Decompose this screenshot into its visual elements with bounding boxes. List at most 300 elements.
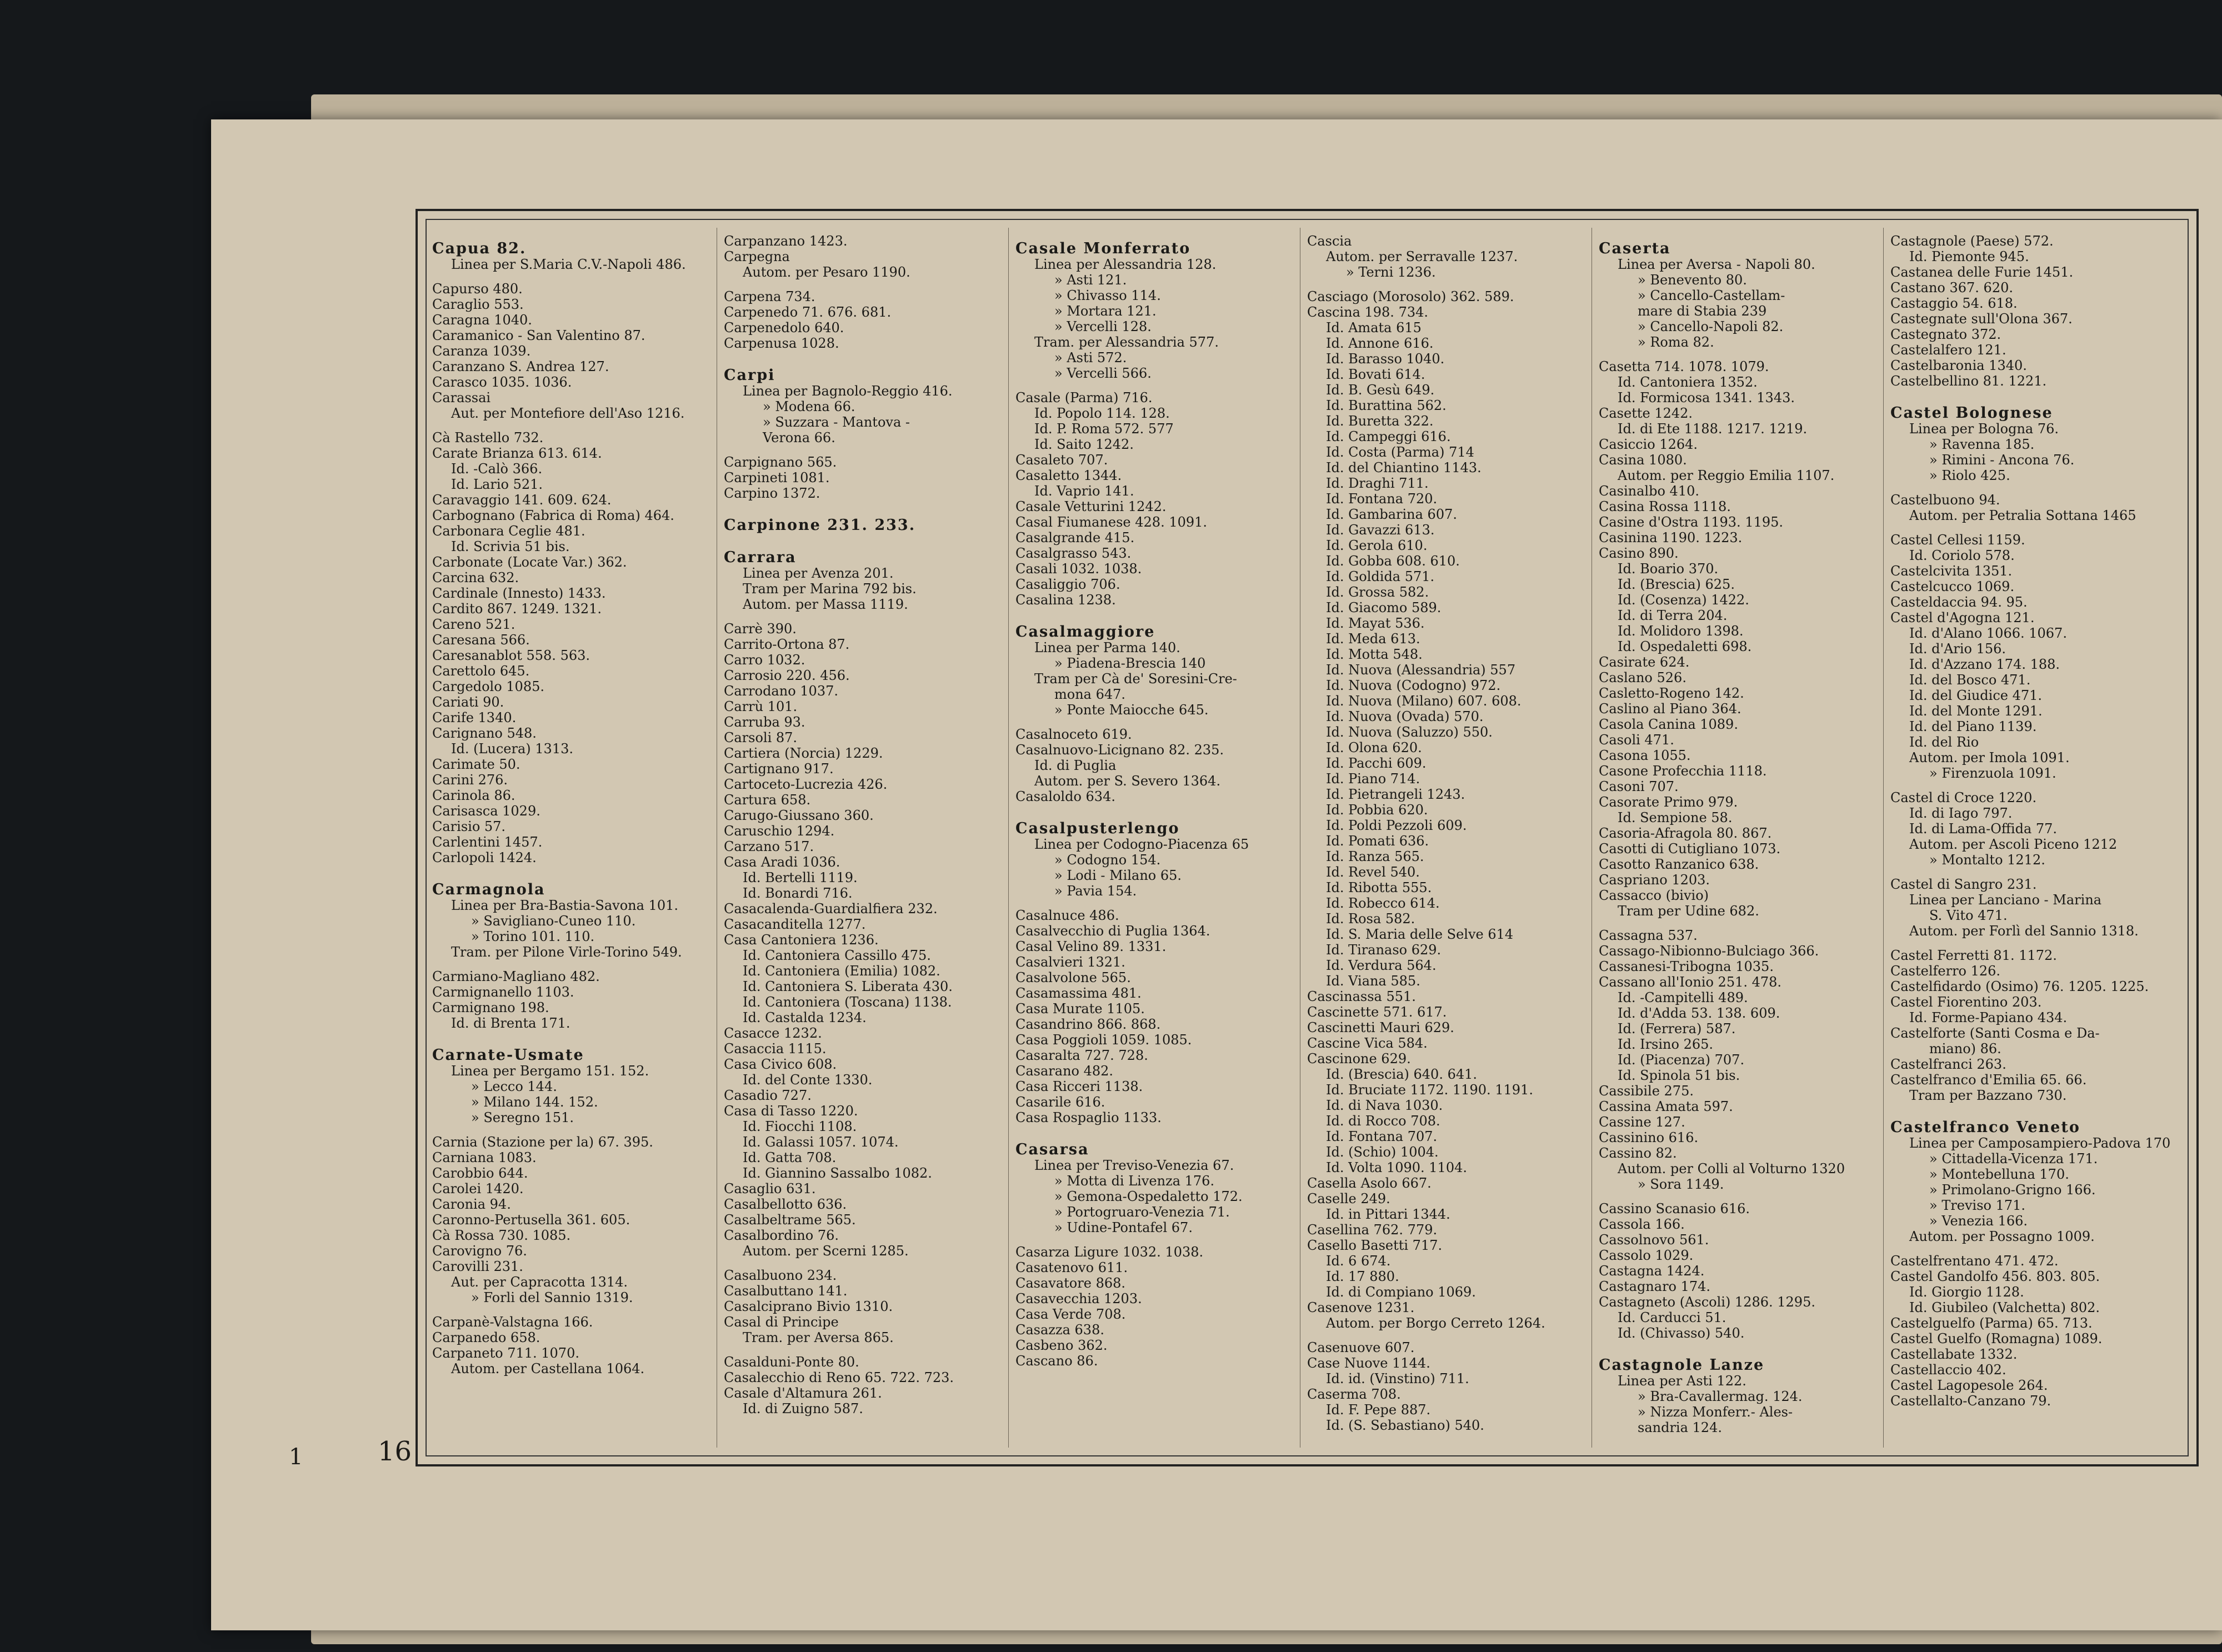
- index-entry: Tram per Cà de' Soresini-Cre-: [1034, 671, 1237, 687]
- index-entry: » Mortara 121.: [1054, 303, 1157, 319]
- index-entry: Cardito 867. 1249. 1321.: [432, 601, 602, 617]
- index-column-4: [1307, 233, 1588, 1439]
- index-entry: Casa Verde 708.: [1015, 1306, 1126, 1322]
- index-entry: Id. -Calò 366.: [451, 461, 543, 477]
- index-entry: Linea per Avenza 201.: [743, 565, 894, 581]
- index-entry: Id. Ranza 565.: [1326, 849, 1424, 864]
- index-entry: » Asti 572.: [1054, 350, 1127, 366]
- index-column-6: [1890, 233, 2171, 1439]
- index-entry: Id. Grossa 582.: [1326, 584, 1429, 600]
- index-spacer: [1599, 919, 1879, 928]
- index-heading: Capua 82.: [432, 241, 527, 257]
- index-entry: Carrodano 1037.: [724, 683, 838, 699]
- index-entry: Carettolo 645.: [432, 663, 530, 679]
- index-entry: Castegnate sull'Olona 367.: [1890, 311, 2073, 327]
- index-entry: Casalbordino 76.: [724, 1228, 839, 1243]
- index-entry: Id. (Schio) 1004.: [1326, 1144, 1439, 1160]
- index-entry: Id. Nuova (Alessandria) 557: [1326, 662, 1516, 678]
- index-entry: Casona 1055.: [1599, 748, 1691, 763]
- index-entry: Carpena 734.: [724, 289, 815, 304]
- index-spacer: [724, 1345, 1004, 1354]
- index-entry: Caramanico - San Valentino 87.: [432, 328, 645, 343]
- index-entry: Casalciprano Bivio 1310.: [724, 1299, 893, 1314]
- index-entry: Casal di Principe: [724, 1314, 839, 1330]
- index-entry: Castel di Sangro 231.: [1890, 877, 2037, 892]
- index-entry: Castaggio 54. 618.: [1890, 296, 2018, 311]
- index-entry: Id. di Compiano 1069.: [1326, 1284, 1476, 1300]
- index-entry: » Benevento 80.: [1638, 272, 1747, 288]
- index-entry: » Roma 82.: [1638, 334, 1714, 350]
- index-entry: Id. Olona 620.: [1326, 740, 1422, 755]
- index-spacer: [724, 351, 1004, 360]
- index-spacer: [1890, 523, 2171, 532]
- index-entry: Id. Cantoniera (Emilia) 1082.: [743, 963, 940, 979]
- index-entry: Castagnole (Paese) 572.: [1890, 233, 2054, 249]
- index-column-1: [432, 233, 713, 1439]
- index-entry: Carassai: [432, 390, 491, 406]
- index-entry: Id. Giorgio 1128.: [1909, 1284, 2024, 1300]
- index-heading: Carpi: [724, 368, 775, 383]
- index-entry: Carinola 86.: [432, 788, 516, 803]
- index-entry: Casette 1242.: [1599, 406, 1693, 421]
- index-entry: Casalnuce 486.: [1015, 908, 1119, 923]
- index-entry: Id. (Brescia) 640. 641.: [1326, 1067, 1478, 1082]
- index-entry: Castelfidardo (Osimo) 76. 1205. 1225.: [1890, 979, 2149, 994]
- index-heading: Casarsa: [1015, 1142, 1089, 1158]
- index-entry: » Terni 1236.: [1346, 264, 1436, 280]
- index-entry: » Milano 144. 152.: [471, 1094, 598, 1110]
- index-entry: Id. Bovati 614.: [1326, 367, 1425, 382]
- index-entry: Id. Meda 613.: [1326, 631, 1420, 647]
- index-entry: Casalbeltrame 565.: [724, 1212, 856, 1228]
- index-spacer: [432, 272, 713, 281]
- index-entry: Carpineti 1081.: [724, 470, 830, 485]
- index-entry: » Piadena-Brescia 140: [1054, 655, 1206, 671]
- index-entry: » Treviso 171.: [1929, 1198, 2026, 1213]
- index-entry: Cassacco (bivio): [1599, 888, 1709, 903]
- index-entry: Id. Cantoniera Cassillo 475.: [743, 948, 931, 963]
- index-entry: » Udine-Pontafel 67.: [1054, 1220, 1193, 1235]
- index-entry: Autom. per Colli al Volturno 1320: [1618, 1161, 1845, 1177]
- index-entry: Castellalto-Canzano 79.: [1890, 1393, 2051, 1409]
- index-entry: Id. Fontana 720.: [1326, 491, 1438, 507]
- index-entry: Casalbellotto 636.: [724, 1197, 847, 1212]
- index-entry: Linea per Lanciano - Marina: [1909, 892, 2102, 908]
- index-entry: Id. Barasso 1040.: [1326, 351, 1445, 367]
- index-entry: » Montalto 1212.: [1929, 852, 2045, 868]
- index-entry: Casalvecchio di Puglia 1364.: [1015, 923, 1210, 939]
- index-entry: Case Nuove 1144.: [1307, 1355, 1430, 1371]
- index-entry: Casarza Ligure 1032. 1038.: [1015, 1244, 1204, 1260]
- index-entry: Aut. per Capracotta 1314.: [451, 1274, 628, 1290]
- index-entry: Id. Fontana 707.: [1326, 1129, 1438, 1144]
- index-entry: Id. d'Ario 156.: [1909, 641, 2006, 657]
- index-entry: Cargedolo 1085.: [432, 679, 544, 694]
- index-entry: Caserma 708.: [1307, 1386, 1401, 1402]
- index-entry: Caresana 566.: [432, 632, 530, 648]
- index-entry: » Portogruaro-Venezia 71.: [1054, 1204, 1230, 1220]
- index-entry: Id. Lario 521.: [451, 477, 543, 492]
- index-entry: Casaloldo 634.: [1015, 789, 1115, 804]
- index-entry: Casazza 638.: [1015, 1322, 1104, 1338]
- index-entry: Id. Draghi 711.: [1326, 475, 1429, 491]
- index-entry: Id. di Brenta 171.: [451, 1015, 570, 1031]
- index-entry: Cassina Amata 597.: [1599, 1099, 1733, 1114]
- index-entry: » Firenzuola 1091.: [1929, 765, 2056, 781]
- index-entry: Cascano 86.: [1015, 1353, 1098, 1369]
- index-spacer: [1015, 1125, 1296, 1134]
- index-heading: Castelfranco Veneto: [1890, 1120, 2080, 1135]
- index-entry: Carpaneto 711. 1070.: [432, 1345, 579, 1361]
- index-heading: Casalmaggiore: [1015, 624, 1155, 640]
- index-spacer: [432, 1031, 713, 1040]
- index-entry: Id. Pacchi 609.: [1326, 755, 1427, 771]
- index-entry: Cassolo 1029.: [1599, 1248, 1694, 1263]
- index-entry: Casenove 1231.: [1307, 1300, 1415, 1315]
- index-entry: Carini 276.: [432, 772, 508, 788]
- index-entry: Id. Pomati 636.: [1326, 833, 1429, 849]
- index-entry: Id. d'Azzano 174. 188.: [1909, 657, 2060, 672]
- index-entry: Id. (Lucera) 1313.: [451, 741, 573, 757]
- index-entry: Casoria-Afragola 80. 867.: [1599, 825, 1772, 841]
- index-entry: Casalecchio di Reno 65. 722. 723.: [724, 1370, 954, 1385]
- index-entry: Casletto-Rogeno 142.: [1599, 685, 1744, 701]
- index-entry: Castel Cellesi 1159.: [1890, 532, 2025, 548]
- index-entry: Carovigno 76.: [432, 1243, 527, 1259]
- index-entry: Cartignano 917.: [724, 761, 834, 777]
- index-entry: Id. Forme-Papiano 434.: [1909, 1010, 2068, 1025]
- index-entry: Castelguelfo (Parma) 65. 713.: [1890, 1315, 2093, 1331]
- index-entry: Carpino 1372.: [724, 485, 820, 501]
- index-entry: » Cancello-Castellam-: [1638, 288, 1785, 303]
- index-spacer: [1890, 781, 2171, 790]
- index-entry: Cascinassa 551.: [1307, 989, 1416, 1004]
- index-entry: Id. Piano 714.: [1326, 771, 1420, 787]
- index-entry: Castel d'Agogna 121.: [1890, 610, 2035, 625]
- index-entry: Carniana 1083.: [432, 1150, 537, 1165]
- index-entry: Id. Castalda 1234.: [743, 1010, 867, 1025]
- index-entry: Autom. per S. Severo 1364.: [1034, 773, 1221, 789]
- index-entry: Casinina 1190. 1223.: [1599, 530, 1743, 545]
- index-entry: Casaleto 707.: [1015, 452, 1108, 468]
- index-entry: Casinalbo 410.: [1599, 483, 1699, 499]
- index-entry: Cardinale (Innesto) 1433.: [432, 585, 606, 601]
- index-spacer: [432, 865, 713, 874]
- index-entry: Cariati 90.: [432, 694, 504, 710]
- index-entry: Carugo-Giussano 360.: [724, 808, 874, 823]
- index-entry: Carlopoli 1424.: [432, 850, 537, 865]
- index-entry: Caranza 1039.: [432, 343, 531, 359]
- index-entry: Id. di Ete 1188. 1217. 1219.: [1618, 421, 1808, 437]
- index-entry: Castelferro 126.: [1890, 963, 2001, 979]
- index-entry: Carrè 390.: [724, 621, 797, 637]
- index-entry: Id. Cantoniera S. Liberata 430.: [743, 979, 953, 994]
- index-entry: Id. del Chiantino 1143.: [1326, 460, 1482, 475]
- index-entry: Carpanzano 1423.: [724, 233, 848, 249]
- index-entry: Carpignano 565.: [724, 454, 837, 470]
- index-entry: Id. Sempione 58.: [1618, 810, 1733, 825]
- index-entry: Id. Spinola 51 bis.: [1618, 1068, 1740, 1083]
- index-entry: Autom. per Reggio Emilia 1107.: [1618, 468, 1835, 483]
- index-heading: Casale Monferrato: [1015, 241, 1191, 257]
- index-entry: Id. Gavazzi 613.: [1326, 522, 1435, 538]
- index-heading: Casalpusterlengo: [1015, 821, 1180, 837]
- index-spacer: [432, 1125, 713, 1134]
- index-entry: Id. Bertelli 1119.: [743, 870, 858, 885]
- page-number: 16: [378, 1436, 412, 1467]
- index-entry: Id. d'Adda 53. 138. 609.: [1618, 1005, 1780, 1021]
- index-entry: Id. Gambarina 607.: [1326, 507, 1457, 522]
- index-entry: Casarano 482.: [1015, 1063, 1114, 1079]
- index-spacer: [1890, 1244, 2171, 1253]
- index-spacer: [1015, 381, 1296, 390]
- index-entry: Id. -Campitelli 489.: [1618, 990, 1748, 1005]
- index-spacer: [1015, 899, 1296, 908]
- index-heading: Carmagnola: [432, 882, 546, 898]
- index-entry: » Ravenna 185.: [1929, 437, 2035, 452]
- index-entry: Id. Nuova (Codogno) 972.: [1326, 678, 1501, 693]
- index-heading: Castel Bolognese: [1890, 406, 2053, 421]
- index-entry: Casa Poggioli 1059. 1085.: [1015, 1032, 1192, 1048]
- index-entry: » Venezia 166.: [1929, 1213, 2028, 1229]
- index-entry: Id. Amata 615: [1326, 320, 1422, 336]
- index-spacer: [1890, 1103, 2171, 1112]
- index-entry: Autom. per Possagno 1009.: [1909, 1229, 2095, 1244]
- index-entry: Caronia 94.: [432, 1197, 511, 1212]
- index-entry: Carovilli 231.: [432, 1259, 523, 1274]
- index-entry: Linea per Aversa - Napoli 80.: [1618, 257, 1815, 272]
- index-entry: Casal Fiumanese 428. 1091.: [1015, 514, 1208, 530]
- index-entry: Castagna 1424.: [1599, 1263, 1705, 1279]
- index-entry: Id. (Ferrera) 587.: [1618, 1021, 1736, 1037]
- index-entry: Cà Rastello 732.: [432, 430, 544, 445]
- index-entry: Id. P. Roma 572. 577: [1034, 421, 1174, 437]
- index-entry: Castellaccio 402.: [1890, 1362, 2006, 1378]
- index-entry: Carro 1032.: [724, 652, 805, 668]
- index-entry: Caruschio 1294.: [724, 823, 835, 839]
- index-entry: Casella Asolo 667.: [1307, 1175, 1432, 1191]
- index-entry: Id. d'Alano 1066. 1067.: [1909, 625, 2067, 641]
- index-entry: Id. in Pittari 1344.: [1326, 1207, 1450, 1222]
- index-entry: Id. Mayat 536.: [1326, 615, 1425, 631]
- index-entry: Castagneto (Ascoli) 1286. 1295.: [1599, 1294, 1815, 1310]
- index-spacer: [1599, 1341, 1879, 1350]
- index-entry: Casirate 624.: [1599, 654, 1690, 670]
- index-entry: Carpenedolo 640.: [724, 320, 844, 336]
- index-entry: Cartoceto-Lucrezia 426.: [724, 777, 888, 792]
- index-entry: Tram. per Pilone Virle-Torino 549.: [451, 944, 682, 960]
- index-spacer: [1015, 718, 1296, 727]
- index-entry: Carrito-Ortona 87.: [724, 637, 850, 652]
- index-entry: Casavatore 868.: [1015, 1275, 1125, 1291]
- index-entry: Carnia (Stazione per la) 67. 395.: [432, 1134, 653, 1150]
- index-entry: Casalbuono 234.: [724, 1268, 837, 1283]
- index-entry: Tram per Bazzano 730.: [1909, 1088, 2067, 1103]
- index-entry: Autom. per Massa 1119.: [743, 597, 908, 612]
- index-entry: Linea per Alessandria 128.: [1034, 257, 1217, 272]
- index-entry: Linea per Bagnolo-Reggio 416.: [743, 383, 953, 399]
- index-entry: Casoli 471.: [1599, 732, 1674, 748]
- index-entry: Castagnaro 174.: [1599, 1279, 1711, 1294]
- index-entry: Castel Ferretti 81. 1172.: [1890, 948, 2057, 963]
- index-entry: » Asti 121.: [1054, 272, 1127, 288]
- index-entry: Id. Giannino Sassalbo 1082.: [743, 1165, 932, 1181]
- index-entry: Castelbellino 81. 1221.: [1890, 373, 2047, 389]
- index-entry: Caronno-Pertusella 361. 605.: [432, 1212, 630, 1228]
- index-entry: Casalgrasso 543.: [1015, 545, 1132, 561]
- index-entry: Casalnoceto 619.: [1015, 727, 1132, 742]
- index-entry: Casa Civico 608.: [724, 1057, 837, 1072]
- index-entry: Id. di Iago 797.: [1909, 805, 2013, 821]
- index-entry: Carolei 1420.: [432, 1181, 524, 1197]
- index-entry: Id. del Monte 1291.: [1909, 703, 2043, 719]
- index-entry: Id. Buretta 322.: [1326, 413, 1434, 429]
- index-entry: mona 647.: [1054, 687, 1126, 702]
- index-entry: Id. Fiocchi 1108.: [743, 1119, 857, 1134]
- column-divider: [1008, 228, 1009, 1448]
- index-entry: Caspriano 1203.: [1599, 872, 1710, 888]
- index-entry: Carlentini 1457.: [432, 834, 543, 850]
- index-entry: Casciago (Morosolo) 362. 589.: [1307, 289, 1514, 304]
- index-entry: Carsoli 87.: [724, 730, 798, 745]
- index-entry: Cassinino 616.: [1599, 1130, 1699, 1145]
- index-heading: Castagnole Lanze: [1599, 1358, 1765, 1373]
- index-entry: Id. di Puglia: [1034, 758, 1117, 773]
- index-entry: » Motta di Livenza 176.: [1054, 1173, 1215, 1189]
- index-entry: Caslino al Piano 364.: [1599, 701, 1741, 717]
- index-entry: Casbeno 362.: [1015, 1338, 1108, 1353]
- index-column-2: [724, 233, 1004, 1439]
- index-entry: Id. Giacomo 589.: [1326, 600, 1442, 615]
- index-entry: Id. di Terra 204.: [1618, 608, 1728, 623]
- index-entry: Id. (Piacenza) 707.: [1618, 1052, 1745, 1068]
- index-entry: Tram. per Aversa 865.: [743, 1330, 894, 1345]
- index-entry: Aut. per Montefiore dell'Aso 1216.: [451, 406, 685, 421]
- index-entry: Carasco 1035. 1036.: [432, 374, 572, 390]
- index-entry: Caragna 1040.: [432, 312, 532, 328]
- index-entry: Castel Gandolfo 456. 803. 805.: [1890, 1269, 2100, 1284]
- index-entry: Id. Revel 540.: [1326, 864, 1420, 880]
- index-entry: Autom. per Borgo Cerreto 1264.: [1326, 1315, 1545, 1331]
- index-entry: Id. del Bosco 471.: [1909, 672, 2031, 688]
- index-entry: Linea per Asti 122.: [1618, 1373, 1746, 1389]
- index-entry: Tram. per Alessandria 577.: [1034, 334, 1219, 350]
- index-entry: » Suzzara - Mantova -: [763, 414, 910, 430]
- index-entry: » Sora 1149.: [1638, 1177, 1724, 1192]
- index-entry: » Montebelluna 170.: [1929, 1167, 2069, 1182]
- index-entry: Id. Poldi Pezzoli 609.: [1326, 818, 1467, 833]
- index-entry: Casina Rossa 1118.: [1599, 499, 1731, 514]
- index-entry: Tram per Udine 682.: [1618, 903, 1759, 919]
- index-entry: » Savigliano-Cuneo 110.: [471, 913, 636, 929]
- index-entry: Id. del Conte 1330.: [743, 1072, 873, 1088]
- index-entry: Autom. per Castellana 1064.: [451, 1361, 645, 1376]
- index-entry: Carobbio 644.: [432, 1165, 528, 1181]
- index-entry: Carbonara Ceglie 481.: [432, 523, 585, 539]
- index-entry: Id. Volta 1090. 1104.: [1326, 1160, 1467, 1175]
- index-entry: » Cittadella-Vicenza 171.: [1929, 1151, 2098, 1167]
- index-entry: Casine d'Ostra 1193. 1195.: [1599, 514, 1784, 530]
- index-spacer: [1307, 280, 1588, 289]
- index-entry: Carisio 57.: [432, 819, 506, 834]
- index-entry: Id. Gatta 708.: [743, 1150, 837, 1165]
- index-entry: Id. Carducci 51.: [1618, 1310, 1726, 1325]
- margin-mark: 1: [289, 1444, 303, 1470]
- index-entry: Id. Saito 1242.: [1034, 437, 1134, 452]
- index-entry: Cassibile 275.: [1599, 1083, 1694, 1099]
- index-entry: Carimate 50.: [432, 757, 521, 772]
- index-entry: Casamassima 481.: [1015, 985, 1142, 1001]
- index-entry: Id. S. Maria delle Selve 614: [1326, 927, 1514, 942]
- index-entry: Id. Piemonte 945.: [1909, 249, 2029, 264]
- index-entry: Id. 6 674.: [1326, 1253, 1391, 1269]
- index-entry: Casola Canina 1089.: [1599, 717, 1738, 732]
- index-entry: Casa Aradi 1036.: [724, 854, 840, 870]
- index-entry: » Bra-Cavallermag. 124.: [1638, 1389, 1803, 1404]
- index-entry: Id. del Piano 1139.: [1909, 719, 2037, 734]
- index-entry: Casacanditella 1277.: [724, 917, 866, 932]
- index-entry: Carisasca 1029.: [432, 803, 541, 819]
- index-entry: Autom. per Pesaro 1190.: [743, 264, 910, 280]
- index-entry: Id. Boario 370.: [1618, 561, 1719, 577]
- index-spacer: [1015, 804, 1296, 813]
- index-entry: Id. Viana 585.: [1326, 973, 1420, 989]
- index-entry: Linea per Treviso-Venezia 67.: [1034, 1158, 1234, 1173]
- index-entry: Verona 66.: [763, 430, 835, 445]
- index-entry: Cassagna 537.: [1599, 928, 1698, 943]
- index-entry: Cascina 198. 734.: [1307, 304, 1429, 320]
- index-entry: Caraglio 553.: [432, 297, 524, 312]
- index-spacer: [1599, 350, 1879, 359]
- index-entry: Id. Motta 548.: [1326, 647, 1423, 662]
- index-spacer: [1015, 1235, 1296, 1244]
- index-entry: Cascinette 571. 617.: [1307, 1004, 1447, 1020]
- index-entry: miano) 86.: [1929, 1041, 2001, 1057]
- index-entry: Casale Vetturini 1242.: [1015, 499, 1167, 514]
- index-entry: Id. 17 880.: [1326, 1269, 1399, 1284]
- index-entry: » Primolano-Grigno 166.: [1929, 1182, 2096, 1198]
- index-entry: Id. Vaprio 141.: [1034, 483, 1134, 499]
- index-entry: Carpanè-Valstagna 166.: [432, 1314, 593, 1330]
- index-entry: Carcina 632.: [432, 570, 519, 585]
- index-entry: Id. Coriolo 578.: [1909, 548, 2015, 563]
- index-entry: Tram per Marina 792 bis.: [743, 581, 917, 597]
- index-entry: Id. Galassi 1057. 1074.: [743, 1134, 899, 1150]
- index-spacer: [724, 533, 1004, 542]
- index-entry: » Ponte Maiocche 645.: [1054, 702, 1209, 718]
- index-entry: Carmignanello 1103.: [432, 984, 574, 1000]
- index-entry: Casalina 1238.: [1015, 592, 1116, 608]
- index-entry: » Torino 101. 110.: [471, 929, 595, 944]
- index-entry: » Pavia 154.: [1054, 883, 1137, 899]
- index-entry: Cascinone 629.: [1307, 1051, 1411, 1067]
- index-entry: Casa Cantoniera 1236.: [724, 932, 879, 948]
- index-entry: Casteldaccia 94. 95.: [1890, 594, 2028, 610]
- column-divider: [1883, 228, 1884, 1448]
- index-entry: » Rimini - Ancona 76.: [1929, 452, 2075, 468]
- index-entry: Casalnuovo-Licignano 82. 235.: [1015, 742, 1224, 758]
- index-entry: Id. Robecco 614.: [1326, 895, 1440, 911]
- index-spacer: [1015, 608, 1296, 617]
- index-spacer: [432, 421, 713, 430]
- index-entry: Cassine 127.: [1599, 1114, 1685, 1130]
- index-entry: Casaralta 727. 728.: [1015, 1048, 1148, 1063]
- index-entry: Linea per Camposampiero-Padova 170: [1909, 1135, 2171, 1151]
- index-entry: Carpegna: [724, 249, 790, 264]
- index-entry: Casotti di Cutigliano 1073.: [1599, 841, 1781, 857]
- index-entry: Carrù 101.: [724, 699, 798, 714]
- index-entry: » Forli del Sannio 1319.: [471, 1290, 633, 1305]
